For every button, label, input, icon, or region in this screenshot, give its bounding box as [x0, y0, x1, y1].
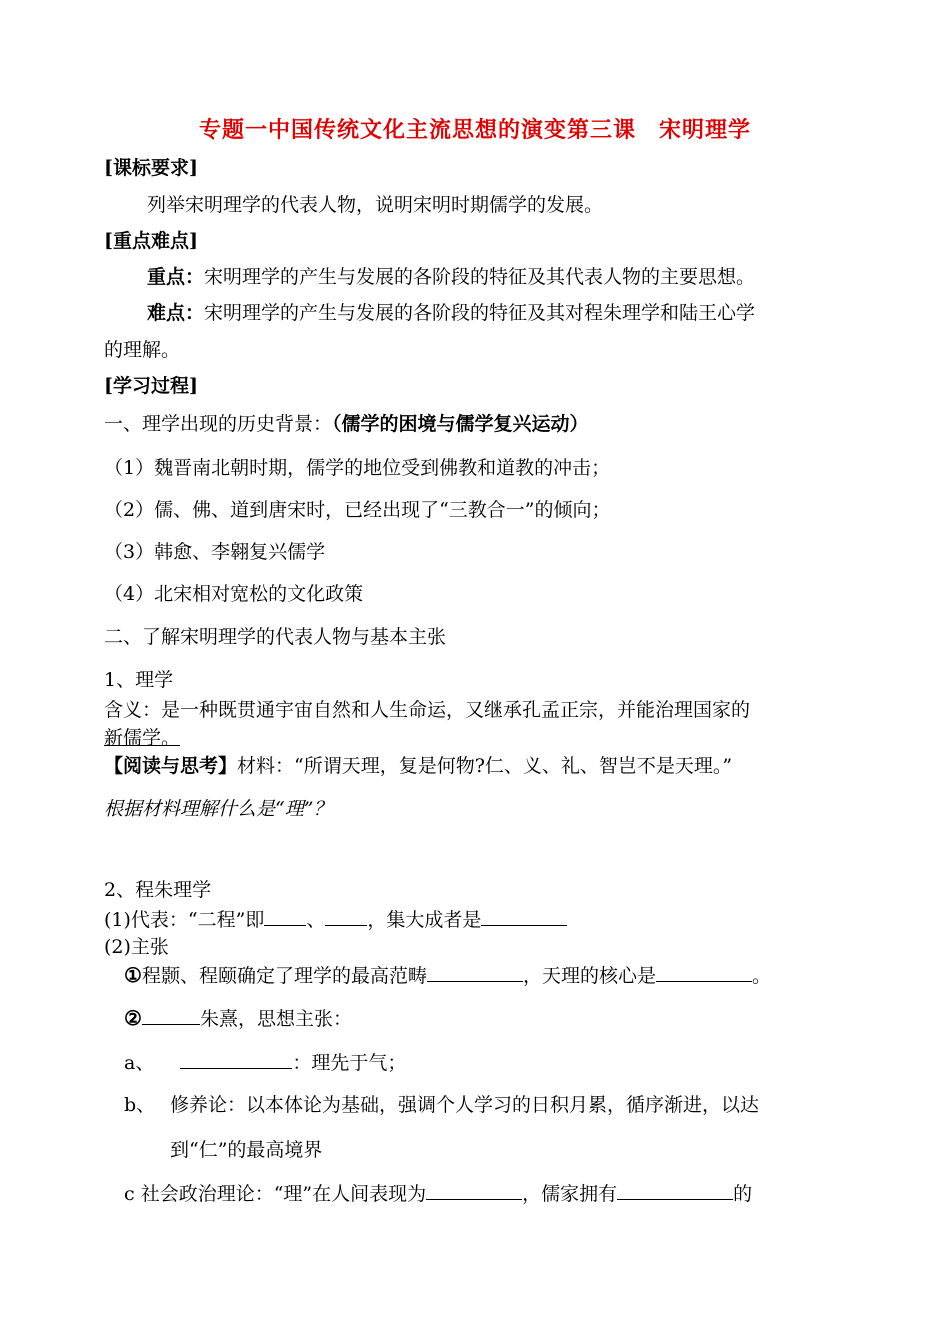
reading-label: 【阅读与思考】 — [104, 755, 238, 777]
claim-1-end: 。 — [751, 965, 771, 987]
reading-text: 材料：“所谓天理，复是何物?仁、义、礼、智岂不是天理。” — [237, 755, 733, 777]
reading-question: 根据材料理解什么是“理”？ — [104, 798, 333, 820]
part1-item: （4）北宋相对宽松的文化政策 — [104, 583, 364, 605]
blank-field[interactable] — [426, 1181, 522, 1200]
blank-field[interactable] — [180, 1050, 292, 1069]
part2-heading: 二、了解宋明理学的代表人物与基本主张 — [104, 626, 447, 648]
claim-b-continuation: 到“仁”的最高境界 — [170, 1139, 323, 1161]
blank-field[interactable] — [325, 907, 367, 926]
keypoint-line — [147, 265, 755, 289]
difficulty-line — [147, 301, 755, 325]
keypoint-label: 重点： — [147, 266, 205, 288]
lixue-heading: 1、理学 — [104, 669, 174, 691]
claim-c-text-b: ，儒家拥有 — [522, 1183, 618, 1205]
section-keypoints: [重点难点] — [104, 230, 198, 252]
claim-c-text-c: 的 — [733, 1183, 753, 1205]
part1-item: （2）儒、佛、道到唐宋时，已经出现了“三教合一”的倾向； — [104, 499, 611, 521]
chengzhu-zhuzhang: (2)主张 — [104, 936, 169, 958]
circled-2-icon: ② — [124, 1006, 142, 1030]
blank-field[interactable] — [427, 963, 523, 982]
chengzhu-representatives — [104, 907, 567, 932]
blank-field[interactable] — [656, 963, 752, 982]
circled-1-icon: ① — [124, 963, 142, 987]
claim-b — [124, 1093, 155, 1117]
claim-a-label: a、 — [124, 1052, 155, 1074]
keypoint-text: 宋明理学的产生与发展的各阶段的特征及其代表人物的主要思想。 — [204, 266, 756, 288]
claim-2 — [124, 1006, 352, 1031]
difficulty-label: 难点： — [147, 302, 205, 324]
rep-label: (1)代表：“二程”即 — [104, 909, 265, 931]
claim-a-text: ：理先于气； — [292, 1052, 407, 1074]
difficulty-text: 宋明理学的产生与发展的各阶段的特征及其对程朱理学和陆王心学 — [204, 302, 756, 324]
claim-c — [124, 1181, 752, 1206]
chengzhu-heading: 2、程朱理学 — [104, 879, 212, 901]
part1-heading-bold: （儒学的困境与儒学复兴运动） — [332, 413, 589, 435]
claim-1 — [124, 963, 771, 988]
blank-field[interactable] — [264, 907, 306, 926]
part1-item: （3）韩愈、李翱复兴儒学 — [104, 541, 326, 563]
section-process: [学习过程] — [104, 375, 198, 397]
part1-heading-text: 一、理学出现的历史背景： — [104, 413, 333, 435]
difficulty-continuation: 的理解。 — [104, 339, 181, 361]
rep-separator: 、 — [306, 909, 326, 931]
claim-b-label: b、 — [124, 1094, 156, 1116]
part1-heading — [104, 412, 589, 436]
rep-comma: ，集大成者是 — [367, 909, 482, 931]
curriculum-text: 列举宋明理学的代表人物，说明宋明时期儒学的发展。 — [147, 194, 604, 216]
blank-field[interactable] — [617, 1181, 733, 1200]
part1-item: （1）魏晋南北朝时期，儒学的地位受到佛教和道教的冲击； — [104, 457, 611, 479]
claim-c-text: 社会政治理论：“理”在人间表现为 — [140, 1183, 427, 1205]
claim-1-text-b: ，天理的核心是 — [522, 965, 656, 987]
blank-field[interactable] — [481, 907, 567, 926]
claim-c-label: c — [124, 1183, 135, 1205]
reading-line — [104, 754, 732, 778]
claim-a — [124, 1050, 406, 1075]
claim-b-text: 修养论：以本体论为基础，强调个人学习的日积月累，循序渐进，以达 — [170, 1094, 760, 1116]
section-curriculum: [课标要求] — [104, 157, 198, 179]
claim-1-text: 程颢、程颐确定了理学的最高范畴 — [141, 965, 427, 987]
lixue-meaning-continuation: 新儒学。 — [104, 727, 181, 749]
page-title: 专题一中国传统文化主流思想的演变第三课 宋明理学 — [198, 117, 751, 143]
blank-field[interactable] — [142, 1006, 200, 1025]
lixue-meaning: 含义：是一种既贯通宇宙自然和人生命运，又继承孔孟正宗，并能治理国家的 — [104, 699, 751, 721]
claim-2-text: 朱熹，思想主张： — [199, 1008, 352, 1030]
